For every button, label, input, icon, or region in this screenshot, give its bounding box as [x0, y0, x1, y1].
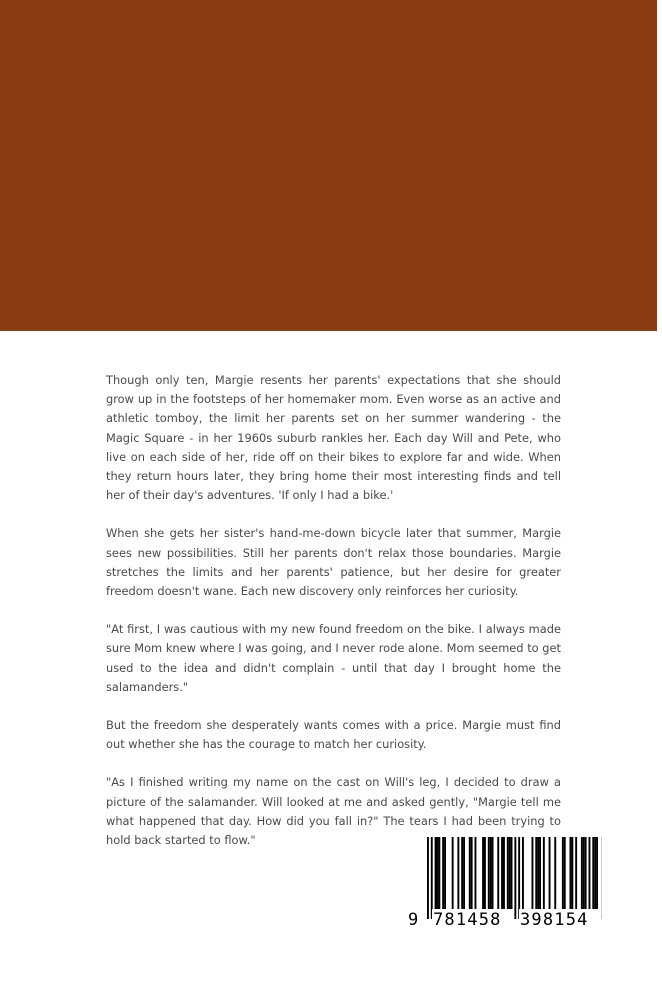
- barcode-guard-bar: [518, 837, 520, 919]
- barcode-bar: [492, 837, 494, 909]
- barcode-bar: [549, 837, 551, 909]
- barcode-bar: [444, 837, 446, 909]
- barcode-bar: [507, 837, 509, 909]
- blurb-paragraph-3: "At first, I was cautious with my new found freedom on the bike. I always made sure Mom knew where I was going, and I never rode alone. Mom seemed to get used to the idea and didn't complain - until that day I brought home the salamanders.": [106, 622, 561, 694]
- barcode-guard-bar: [427, 837, 429, 919]
- back-cover-blurb: [106, 371, 561, 869]
- barcode-bar: [511, 837, 513, 909]
- barcode-bar: [497, 837, 499, 909]
- barcode-bar: [522, 837, 524, 909]
- barcode-bar: [471, 837, 473, 909]
- barcode-bar: [501, 837, 503, 909]
- barcode-bar: [583, 837, 585, 909]
- barcode-bar: [571, 837, 573, 909]
- barcode-guard-bar: [514, 837, 516, 919]
- barcode-bar: [554, 837, 556, 909]
- barcode-bar: [589, 837, 591, 909]
- barcode-bar: [532, 837, 534, 909]
- barcode-bar: [452, 837, 454, 909]
- barcode-bar: [488, 837, 490, 909]
- barcode-bar: [461, 837, 463, 909]
- barcode-bar: [484, 837, 486, 909]
- barcode-bar: [437, 837, 439, 909]
- barcode-guard-bar: [431, 837, 433, 919]
- barcode-bar: [438, 837, 440, 909]
- barcode-bar: [490, 837, 492, 909]
- barcode-bar: [581, 837, 583, 909]
- cover-color-band: [0, 0, 657, 331]
- barcode-bar: [457, 837, 459, 909]
- barcode-bar: [463, 837, 465, 909]
- barcode-bar: [564, 837, 566, 909]
- blurb-paragraph-2: When she gets her sister's hand-me-down bicycle later that summer, Margie sees new possibilities. Still her parents don't relax those boundaries. Margie stretches the limits and her parents' patience, but her desire for greater freedom doesn't wane. Each new discovery only reinforces her curiosity.: [106, 526, 561, 599]
- barcode-bar: [562, 837, 564, 909]
- blurb-paragraph-4: But the freedom she desperately wants comes with a price. Margie must find out whether she has the courage to match her curiosity.: [106, 718, 561, 752]
- barcode-bar: [539, 837, 541, 909]
- barcode-bar: [592, 837, 594, 909]
- barcode-bar: [575, 837, 577, 909]
- barcode-digits-left: 781458: [433, 910, 502, 930]
- barcode-bar: [535, 837, 537, 909]
- barcode-bar: [594, 837, 596, 909]
- barcode-bar: [509, 837, 511, 909]
- barcode-bar: [475, 837, 477, 909]
- barcode-bar: [570, 837, 572, 909]
- barcode-bar: [482, 837, 484, 909]
- barcode-bar: [435, 837, 437, 909]
- barcode-digit-first: 9: [408, 910, 420, 930]
- isbn-barcode: [407, 837, 602, 933]
- barcode-bar: [543, 837, 545, 909]
- blurb-paragraph-1: Though only ten, Margie resents her parents' expectations that she should grow up in the footsteps of her homemaker mom. Even worse as an active and athletic tomboy, the limit her parents set on her summer wandering - the Magic Square - in her 1960s suburb rankles her. Each day Will and Pete, who live on each side of her, ride off on their bikes to explore far and wide. When they return hours later, they bring home their most interesting finds and tell her of their day's adventures. 'If only I had a bike.': [106, 373, 561, 503]
- barcode-bar: [596, 837, 598, 909]
- barcode-bar: [503, 837, 505, 909]
- barcode-digits-right: 398154: [520, 910, 589, 930]
- blurb-paragraph-5: "As I finished writing my name on the cast on Will's leg, I decided to draw a picture of the salamander. Will looked at me and asked gently, "Margie tell me what happened that day. How did you fall in?" The tears I had been trying to hold back started to flow.": [106, 775, 561, 848]
- barcode-bar: [537, 837, 539, 909]
- barcode-digits: [407, 909, 602, 931]
- barcode-bar: [469, 837, 471, 909]
- barcode-bar: [442, 837, 444, 909]
- barcode-bar: [585, 837, 587, 909]
